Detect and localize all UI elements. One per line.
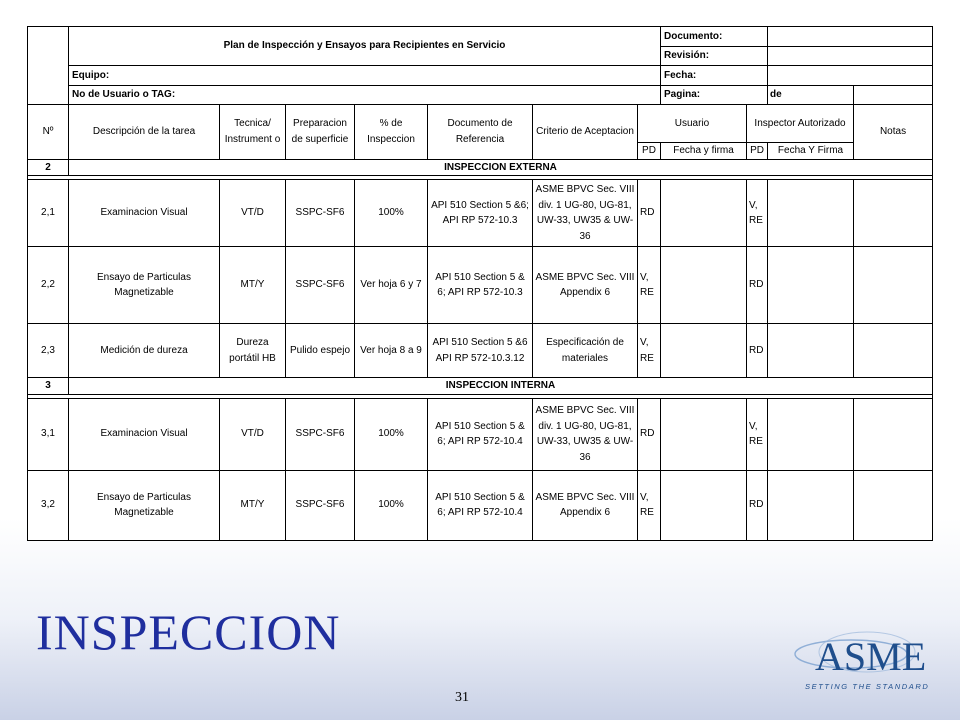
inspection-plan-table [27,26,933,541]
row-usuario-pd: V, RE [638,324,661,378]
col-criterio: Criterio de Aceptacion [533,105,638,160]
fecha-value [768,66,933,86]
row-inspector-pd: V, RE [747,180,768,247]
row-preparacion: SSPC-SF6 [286,398,355,470]
section-number: 2 [28,159,69,176]
table-row [28,398,933,470]
row-num: 3,1 [28,398,69,470]
pagina-label: Pagina: [661,85,768,105]
section-title: INSPECCION EXTERNA [69,159,933,176]
col-documento: Documento de Referencia [428,105,533,160]
row-criterio: ASME BPVC Sec. VIII Appendix 6 [533,247,638,324]
logo-tagline: SETTING THE STANDARD [805,682,930,691]
row-criterio: ASME BPVC Sec. VIII div. 1 UG-80, UG-81, UW-33, UW35 & UW-36 [533,398,638,470]
col-usuario-pd: PD [638,143,661,160]
row-num: 2,2 [28,247,69,324]
revision-label: Revisión: [661,46,768,66]
row-documento: API 510 Section 5 &6; API RP 572-10.3 [428,180,533,247]
row-usuario-pd: RD [638,180,661,247]
plan-title: Plan de Inspección y Ensayos para Recipientes en Servicio [69,27,661,66]
row-usuario-pd: RD [638,398,661,470]
col-porcentaje: % de Inspeccion [355,105,428,160]
documento-label: Documento: [661,27,768,47]
row-usuario-fecha [661,470,747,540]
row-descripcion: Medición de dureza [69,324,220,378]
row-preparacion: SSPC-SF6 [286,470,355,540]
row-inspector-fecha [768,180,854,247]
row-usuario-pd: V, RE [638,470,661,540]
row-preparacion: Pulido espejo [286,324,355,378]
col-inspector-fecha: Fecha Y Firma [768,143,854,160]
section-title: INSPECCION INTERNA [69,378,933,395]
row-descripcion: Ensayo de Particulas Magnetizable [69,470,220,540]
row-notas [854,180,933,247]
row-inspector-fecha [768,470,854,540]
row-usuario-fecha [661,247,747,324]
row-usuario-fecha [661,324,747,378]
table-row [28,470,933,540]
row-notas [854,324,933,378]
equipo-label: Equipo: [69,66,661,86]
row-inspector-fecha [768,398,854,470]
row-porcentaje: 100% [355,398,428,470]
col-usuario-fecha: Fecha y firma [661,143,747,160]
row-documento: API 510 Section 5 & 6; API RP 572-10.4 [428,470,533,540]
row-usuario-fecha [661,180,747,247]
row-porcentaje: Ver hoja 8 a 9 [355,324,428,378]
inspection-plan-sheet [27,26,932,541]
row-num: 3,2 [28,470,69,540]
row-descripcion: Ensayo de Particulas Magnetizable [69,247,220,324]
logo-placeholder-cell [28,27,69,105]
slide-title: INSPECCION [36,604,341,660]
section-number: 3 [28,378,69,395]
row-inspector-pd: RD [747,247,768,324]
table-row [28,324,933,378]
row-descripcion: Examinacion Visual [69,398,220,470]
row-preparacion: SSPC-SF6 [286,180,355,247]
row-inspector-pd: V, RE [747,398,768,470]
row-usuario-fecha [661,398,747,470]
col-preparacion: Preparacion de superficie [286,105,355,160]
col-inspector-pd: PD [747,143,768,160]
row-tecnica: Dureza portátil HB [220,324,286,378]
col-usuario: Usuario [638,105,747,143]
documento-value [768,27,933,47]
row-documento: API 510 Section 5 & 6; API RP 572-10.3 [428,247,533,324]
table-row [28,247,933,324]
row-tecnica: MT/Y [220,470,286,540]
row-tecnica: VT/D [220,180,286,247]
table-row [28,180,933,247]
logo-wordmark: ASME [815,634,927,679]
row-notas [854,470,933,540]
row-porcentaje: Ver hoja 6 y 7 [355,247,428,324]
row-porcentaje: 100% [355,470,428,540]
row-notas [854,247,933,324]
pagina-total-value [854,85,933,105]
row-criterio: Especificación de materiales [533,324,638,378]
row-documento: API 510 Section 5 &6 API RP 572-10.3.12 [428,324,533,378]
asme-logo [793,628,945,694]
de-label: de [768,85,854,105]
row-usuario-pd: V, RE [638,247,661,324]
revision-value [768,46,933,66]
row-tecnica: VT/D [220,398,286,470]
row-num: 2,3 [28,324,69,378]
row-criterio: ASME BPVC Sec. VIII div. 1 UG-80, UG-81, UW-33, UW35 & UW-36 [533,180,638,247]
row-inspector-fecha [768,247,854,324]
tag-label: No de Usuario o TAG: [69,85,661,105]
row-descripcion: Examinacion Visual [69,180,220,247]
page-number: 31 [455,690,469,705]
row-criterio: ASME BPVC Sec. VIII Appendix 6 [533,470,638,540]
row-inspector-pd: RD [747,470,768,540]
col-descripcion: Descripción de la tarea [69,105,220,160]
row-porcentaje: 100% [355,180,428,247]
row-inspector-pd: RD [747,324,768,378]
col-inspector: Inspector Autorizado [747,105,854,143]
row-notas [854,398,933,470]
row-tecnica: MT/Y [220,247,286,324]
row-preparacion: SSPC-SF6 [286,247,355,324]
fecha-label: Fecha: [661,66,768,86]
col-notas: Notas [854,105,933,160]
col-tecnica: Tecnica/ Instrument o [220,105,286,160]
row-inspector-fecha [768,324,854,378]
row-num: 2,1 [28,180,69,247]
row-documento: API 510 Section 5 & 6; API RP 572-10.4 [428,398,533,470]
col-num: Nº [28,105,69,160]
